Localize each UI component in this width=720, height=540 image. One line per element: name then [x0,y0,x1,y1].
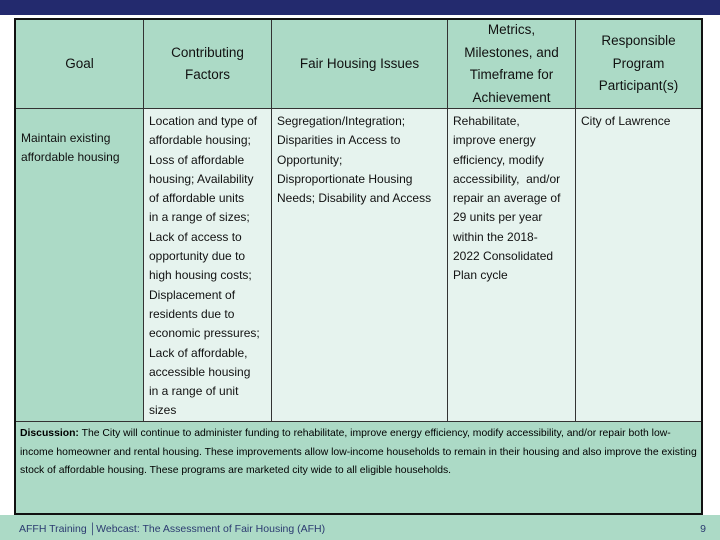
text-line: affordable housing; [149,133,251,148]
text-line: Disproportionate Housing [277,171,413,186]
text-line: Lack of affordable, [149,345,248,360]
header-goal-text: Goal [65,55,94,71]
header-issues-text: Fair Housing Issues [299,55,420,71]
top-banner [0,0,720,15]
text-line: efficiency, modify [453,152,544,167]
header-factors [144,20,272,109]
cell-issues [272,109,448,422]
header-metrics-text: Metrics, Milestones, and Timeframe for Achievement [464,22,559,105]
footer [0,515,720,540]
text-line: within the 2018- [453,229,538,244]
header-participant [576,20,701,109]
text-line: City of Lawrence [581,114,671,128]
goals-table [14,18,703,515]
text-line: 2022 Consolidated [453,249,554,264]
cell-metrics [448,109,576,422]
text-line: Opportunity; [277,152,343,167]
text-line: Rehabilitate, [453,114,520,128]
text-line: in a range of unit [149,384,239,399]
text-line: high housing costs; [149,268,252,283]
discussion [16,422,701,513]
text-line: economic pressures; [149,326,260,341]
text-line: 29 units per year [453,210,543,225]
header-metrics [448,20,576,109]
text-line: residents due to [149,306,235,321]
header-participant-text: Responsible Program Participant(s) [598,33,679,94]
cell-goal [16,109,144,422]
text-line: accessibility, and/or [453,171,561,186]
footer-title: AFFH Training │Webcast: The Assessment of Fair Housing (AFH) [19,523,326,535]
text-line: Displacement of [149,287,236,302]
text-line: improve energy [453,133,536,148]
text-line: sizes [149,403,177,418]
text-line: Segregation/Integration; [277,114,406,128]
cell-participant [576,109,701,422]
discussion-label: Discussion: [20,428,79,439]
text-line: Needs; Disability and Access [277,191,432,206]
text-line: Disparities in Access to [277,133,401,148]
text-line: Lack of access to [149,229,242,244]
page-number: 9 [700,523,706,535]
text-line: accessible housing [149,364,251,379]
text-line: Location and type of [149,114,258,128]
header-issues [272,20,448,109]
text-line: Maintain existing [21,131,111,145]
text-line: Plan cycle [453,268,508,283]
header-goal [16,20,144,109]
text-line: Loss of affordable [149,152,245,167]
text-line: housing; Availability [149,171,254,186]
cell-factors [144,109,272,422]
text-line: of affordable units [149,191,245,206]
text-line: repair an average of [453,191,561,206]
discussion-text: The City will continue to administer funding to rehabilitate, improve energy efficiency, modify accessibility, and/or repair both low-income homeowner and rental housing. These improvements allow low-income households to remain in their housing and also improve the existing stock of affordable housing. These programs are marketed city wide to all eligible households. [20,428,697,476]
text-line: affordable housing [21,150,120,165]
text-line: in a range of sizes; [149,210,250,225]
text-line: opportunity due to [149,249,246,264]
header-factors-text: Contributing Factors [171,44,244,82]
